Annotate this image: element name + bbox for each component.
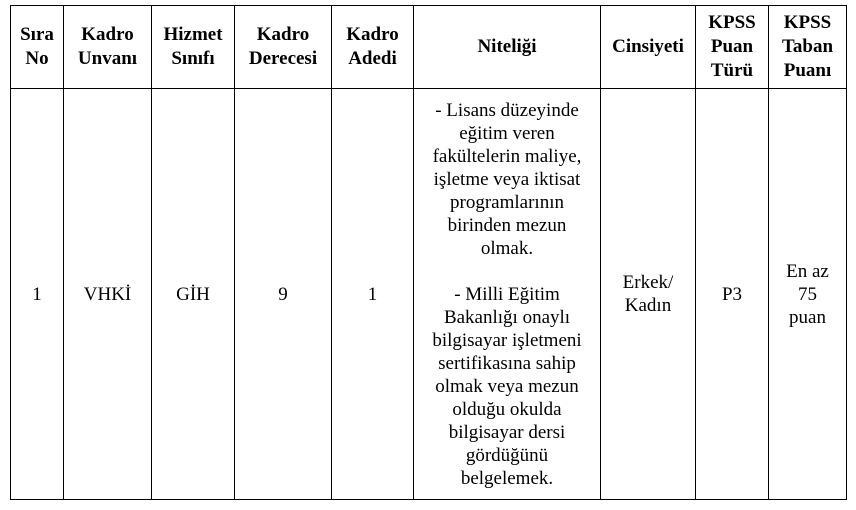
qualification-paragraph-2: - Milli Eğitim Bakanlığı onaylı bilgisayar işletmeni sertifikasına sahip olmak veya mezun olduğu okulda bilgisayar dersi gördüğünü belgelemek. <box>432 283 582 489</box>
taban-line: puan <box>789 306 826 328</box>
cell-cinsiyeti <box>601 89 696 500</box>
cinsiyet-line: Kadın <box>624 295 672 316</box>
cell-niteligi <box>414 89 601 500</box>
staff-position-table <box>10 5 847 500</box>
cell-hizmet-sinifi: GİH <box>152 89 235 500</box>
cell-kadro-unvani: VHKİ <box>64 89 152 500</box>
taban-line: 75 <box>798 283 817 305</box>
table-header-row <box>11 6 847 89</box>
table-row <box>11 89 847 500</box>
header-kpss-puan-turu: KPSS Puan Türü <box>696 6 769 89</box>
cell-sira-no: 1 <box>11 89 64 500</box>
header-niteligi: Niteliği <box>414 6 601 89</box>
taban-line: En az <box>786 260 829 282</box>
qualification-paragraph-1: - Lisans düzeyinde eğitim veren fakültelerin maliye, işletme veya iktisat programlarının birinden mezun olmak. <box>432 99 582 259</box>
header-cinsiyeti: Cinsiyeti <box>601 6 696 89</box>
cell-kadro-derecesi: 9 <box>235 89 332 500</box>
header-kadro-derecesi: Kadro Derecesi <box>235 6 332 89</box>
header-kadro-adedi: Kadro Adedi <box>332 6 414 89</box>
cinsiyet-line: Erkek/ <box>622 272 674 293</box>
header-kpss-taban-puani: KPSS Taban Puanı <box>769 6 847 89</box>
cell-kadro-adedi: 1 <box>332 89 414 500</box>
header-kadro-unvani: Kadro Unvanı <box>64 6 152 89</box>
cell-kpss-taban-puani <box>769 89 847 500</box>
header-hizmet-sinifi: Hizmet Sınıfı <box>152 6 235 89</box>
cell-kpss-puan-turu: P3 <box>696 89 769 500</box>
header-sira-no: Sıra No <box>11 6 64 89</box>
